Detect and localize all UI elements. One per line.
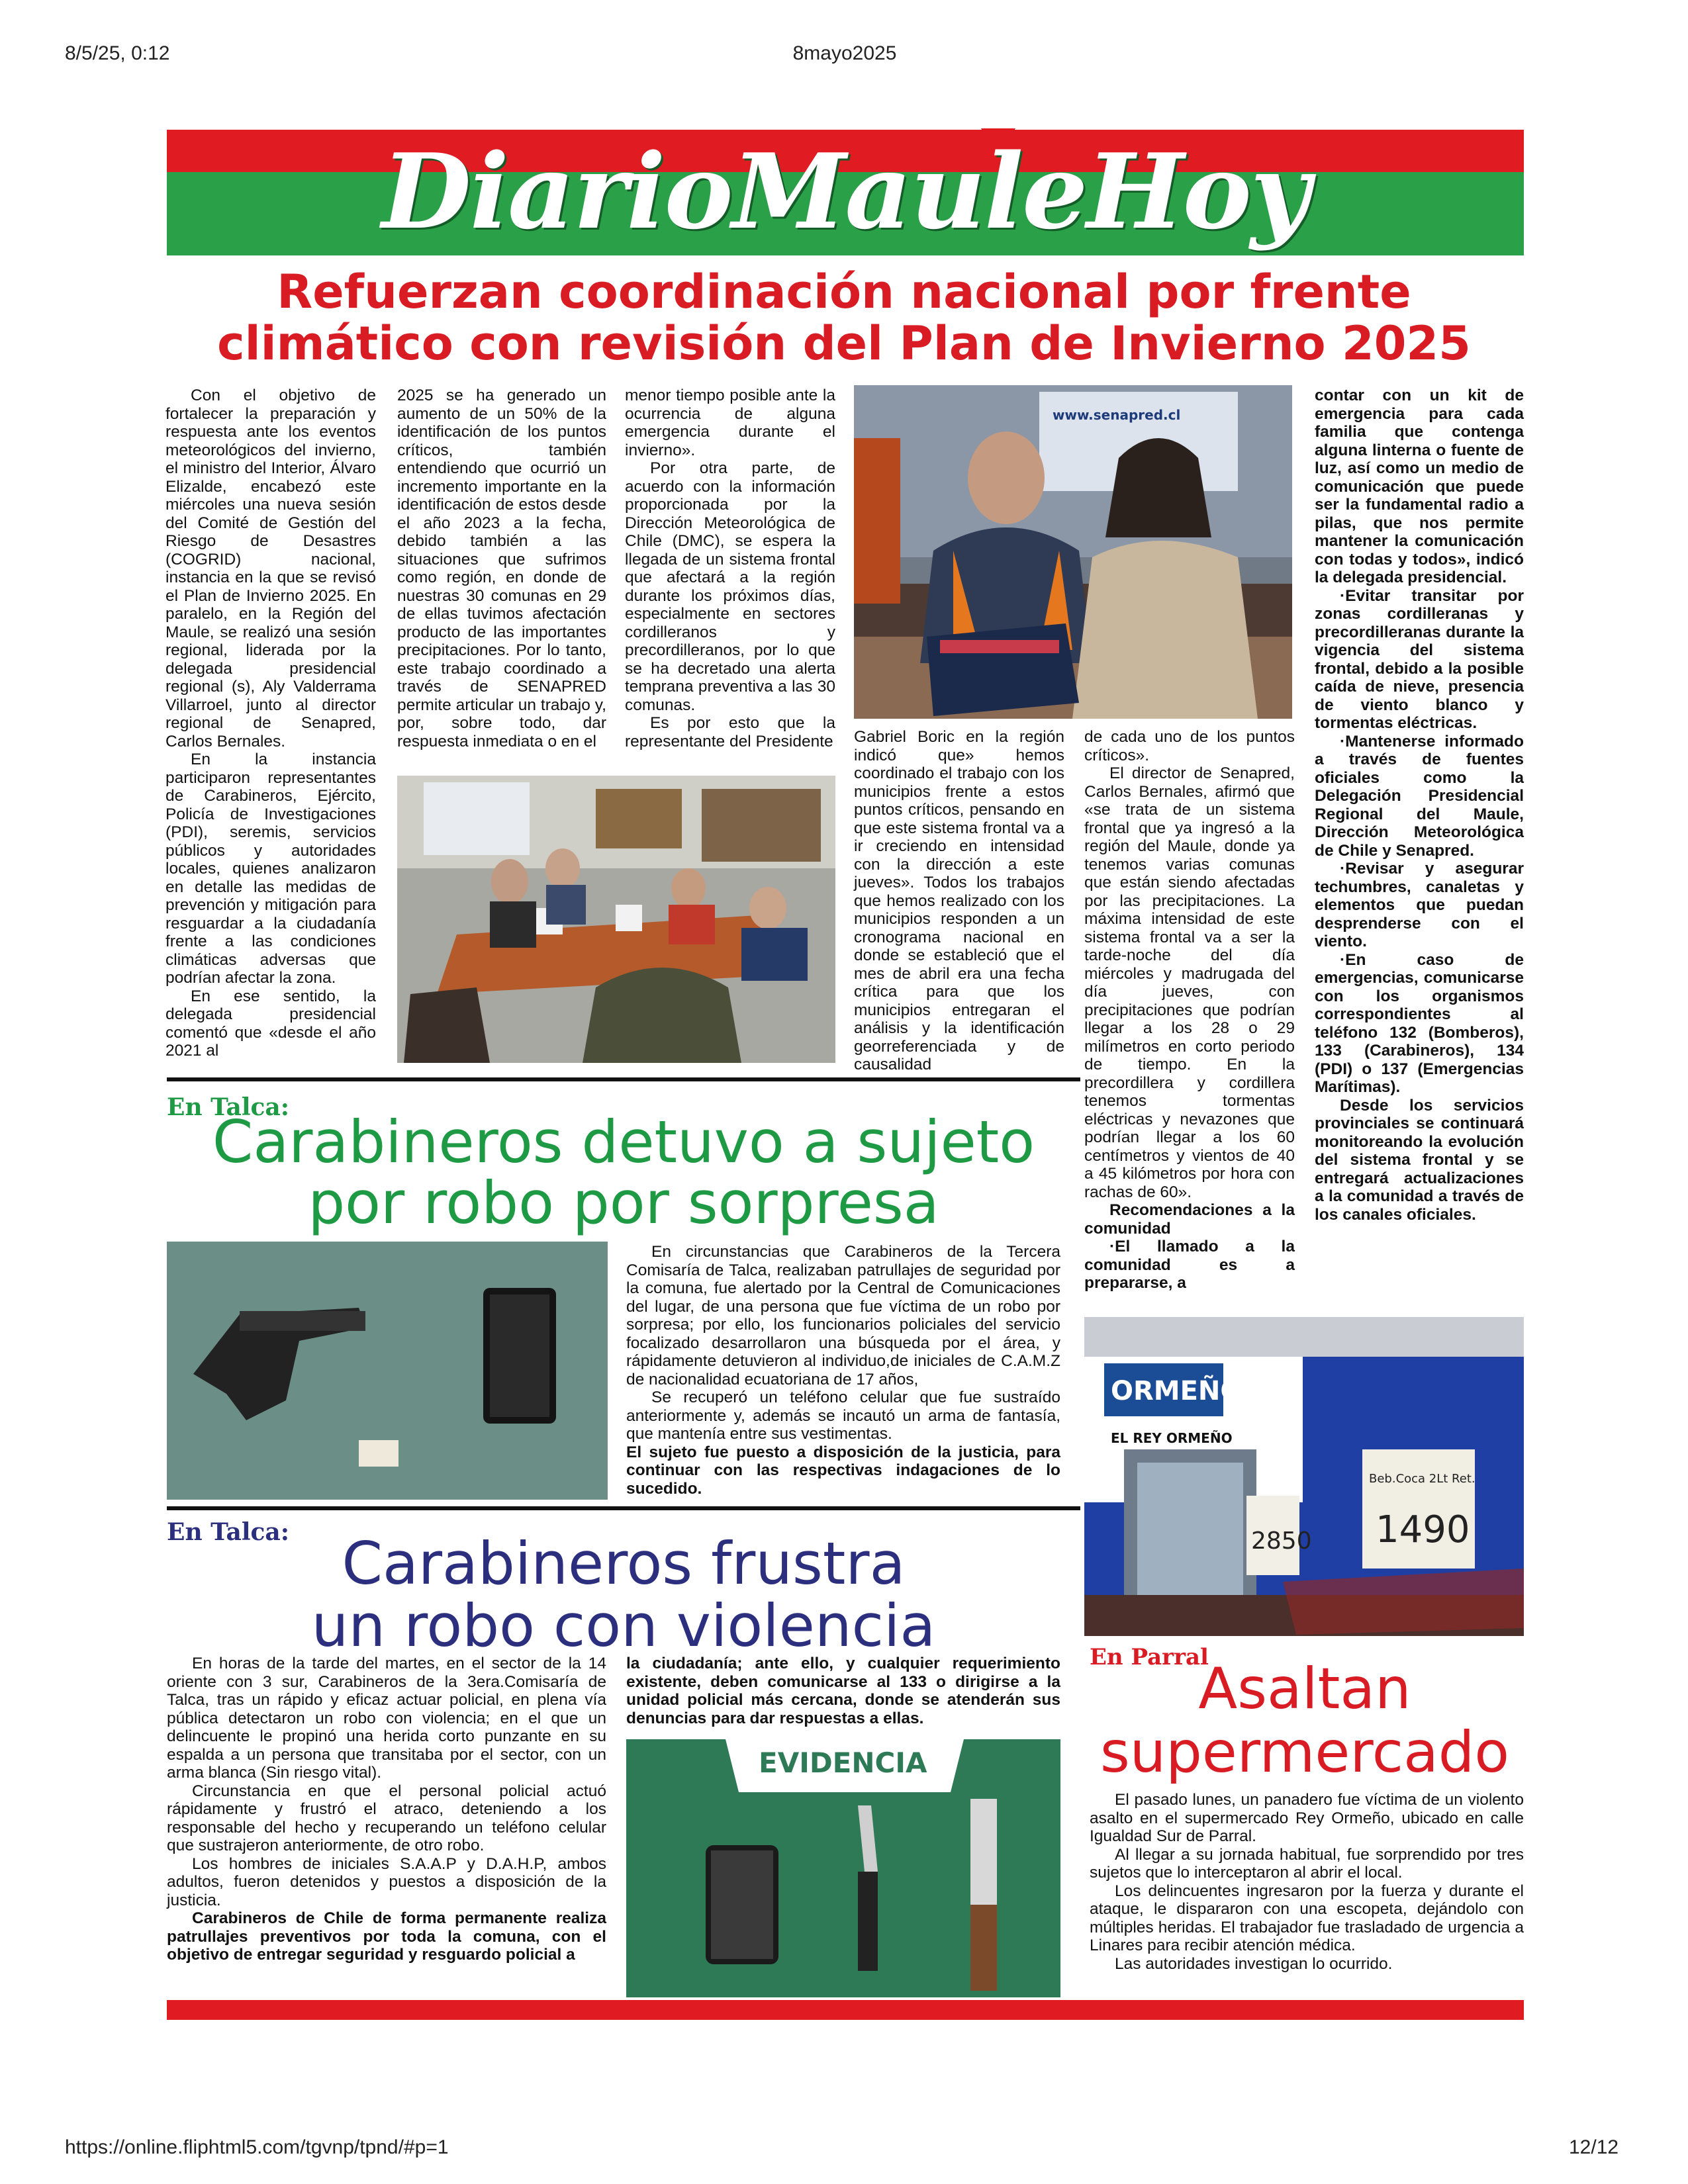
article4-store-sign: ORMEÑO [1111, 1376, 1243, 1406]
article1-col6-p2: ·Evitar transitar por zonas cordilleranas y precordilleranas durante la vigencia del sistema frontal, debido a la posible caída de nieve, presencia de viento blanco y tormentas eléctricas. [1315, 586, 1524, 732]
article1-column-6 [1315, 387, 1524, 1224]
article2-body [626, 1243, 1060, 1498]
footer-red-bar [167, 2000, 1524, 2020]
article4-p2: Al llegar a su jornada habitual, fue sorprendido por tres sujetos que lo interceptaron al abrir el local. [1090, 1845, 1524, 1882]
print-url[interactable]: https://online.fliphtml5.com/tgvnp/tpnd/#p=1 [65, 2136, 449, 2158]
article3-p1: En horas de la tarde del martes, en el sector de la 14 oriente con 3 sur, Carabineros de la 3era.Comisaría de Talca, tras un rápido y eficaz actuar policial, en plena vía pública detectaron un robo con violencia; en el que un delincuente le propinó una herida corto punzante en su espalda a un persona que transitaba por el sector, con un arma blanca (Sin riesgo vital). [167, 1655, 606, 1782]
article1-column-5 [1084, 728, 1295, 1293]
article1-col3-p1: menor tiempo posible ante la ocurrencia de alguna emergencia durante el invierno». [625, 387, 835, 459]
article1-col1-p3: En ese sentido, la delegada presidencial comentó que «desde el año 2021 al [165, 987, 376, 1060]
article4-kicker: En Parral [1090, 1644, 1209, 1670]
article1-column-1 [165, 387, 376, 1060]
divider-article2 [167, 1506, 1080, 1510]
article3-headline-line2: un robo con violencia [311, 1592, 936, 1660]
article4-price-sign-1: 2850 [1251, 1527, 1312, 1555]
article1-headline-line1: Refuerzan coordinación nacional por frente [277, 265, 1411, 319]
article3-bold: Carabineros de Chile de forma permanente realiza patrullajes preventivos por toda la comuna, con el objetivo de entregar seguridad y resguardo policial a [167, 1909, 606, 1964]
article3-photo-banner-text: EVIDENCIA [759, 1747, 927, 1779]
article4-headline [1086, 1657, 1524, 1784]
article1-col1-p2: En la instancia participaron representantes de Carabineros, Ejército, Policía de Investigaciones (PDI), seremis, servicios públicos y autoridades locales, quienes analizaron en detalle las medidas de prevención y mitigación para resguardar a la ciudadanía frente a las condiciones climáticas adversas que podrían afectar la zona. [165, 751, 376, 987]
article3-body [167, 1655, 606, 1964]
masthead-logo[interactable]: DiarioMauleHoy [381, 131, 1309, 252]
article4-photo-supermarket [1084, 1317, 1524, 1636]
article1-col4-p1: Gabriel Boric en la región indicó que» hemos coordinado el trabajo con los municipios frente a estos puntos críticos, pensando en que este sistema frontal va a ir creciendo en intensidad con la dirección a este jueves». Todos los trabajos que hemos realizado con los municipios responden a un cronograma nacional en donde se estableció que el mes de abril era una fecha crítica para que los municipios entregaran el análisis y la identificación georreferenciada y de causalidad [854, 728, 1064, 1073]
article2-bold: El sujeto fue puesto a disposición de la justicia, para continuar con las respectivas indagaciones de lo sucedido. [626, 1443, 1060, 1498]
article2-photo-evidence [167, 1242, 608, 1500]
article3-p2: Circunstancia en que el personal policial actuó rápidamente y frustró el atraco, deteniendo a los responsable del hecho y recuperando un teléfono celular que sustrajeron anteriormente, de otro robo. [167, 1782, 606, 1854]
article1-col1-p1: Con el objetivo de fortalecer la preparación y respuesta ante los eventos meteorológicos del invierno, el ministro del Interior, Álvaro Elizalde, encabezó este miércoles una nueva sesión del Comité de Gestión del Riesgo de Desastres (COGRID) nacional, instancia en la que se revisó el Plan de Invierno 2025. En paralelo, en la Región del Maule, se realizó una sesión regional, liderada por la delegada presidencial regional (s), Aly Valderrama Villarroel, junto al director regional de Senapred, Carlos Bernales. [165, 387, 376, 751]
article1-column-2 [397, 387, 606, 751]
article1-col5-subhead: Recomendaciones a la comunidad [1084, 1201, 1295, 1238]
article1-col3-p2: Por otra parte, de acuerdo con la información proporcionada por la Dirección Meteorológica de Chile (DMC), se espera la llegada de un sistema frontal que afectará a la región durante los próximos días, especialmente en sectores cordilleranos y precordilleranos, por lo que se ha decretado una alerta temprana preventiva a las 30 comunas. [625, 459, 835, 714]
article1-photo-banner-text: www.senapred.cl [1053, 407, 1181, 423]
article2-headline-line2: por robo por sorpresa [308, 1169, 939, 1237]
article1-col5-p2: El director de Senapred, Carlos Bernales, afirmó que «se trata de un sistema frontal que ya ingresó a la región del Maule, donde ya tenemos varias comunas que están siendo afectadas por las precipitaciones. La máxima intensidad de este sistema frontal va a ser la tarde-noche del día miércoles y madrugada del día jueves, con precipitaciones que podrían llegar a los 28 o 29 milímetros en corto periodo de tiempo. En la precordillera y cordillera tenemos tormentas eléctricas y nevazones que podrían llegar a los 60 centímetros y vientos de 40 a 45 kilómetros por hora con rachas de 60». [1084, 764, 1295, 1201]
article3-photo-evidence [626, 1739, 1060, 1997]
article1-headline [132, 266, 1556, 369]
article1-photo-meeting-room [397, 776, 835, 1063]
print-date: 8/5/25, 0:12 [65, 42, 170, 64]
article3-headline-line1: Carabineros frustra [342, 1529, 906, 1598]
article1-col6-p3: ·Mantenerse informado a través de fuentes oficiales como la Delegación Presidencial Regional del Maule, Dirección Meteorológica de Chile y Senapred. [1315, 732, 1524, 860]
article2-kicker: En Talca: [167, 1093, 290, 1121]
article1-col6-p4: ·Revisar y asegurar techumbres, canaletas y elementos que puedan desprenderse con el viento. [1315, 860, 1524, 950]
article4-body [1090, 1791, 1524, 1973]
article3-col2-bold: la ciudadanía; ante ello, y cualquier requerimiento existente, deben comunicarse al 133 o dirigirse a la unidad policial más cercana, donde se atenderán sus denuncias para dar respuestas a ellas. [626, 1655, 1060, 1727]
print-title: 8mayo2025 [792, 42, 897, 64]
masthead [167, 130, 1524, 255]
article1-col6-p1: contar con un kit de emergencia para cada familia que contenga alguna linterna o fuente de luz, así como un medio de comunicación que puede ser la fundamental radio a pilas, que nos permite mantener la comunicación con todas y todos», indicó la delegada presidencial. [1315, 387, 1524, 586]
article2-headline [167, 1108, 1080, 1237]
article4-price-sign-2-value: 1490 [1376, 1508, 1470, 1551]
article1-col2-p1: 2025 se ha generado un aumento de un 50% de la identificación de los puntos críticos, también entendiendo que ocurrió un incremento importante en la identificación de estos desde el año 2023 a la fecha, debido también a las situaciones que sufrimos como región, en donde de nuestras 30 comunas en 29 de ellas tuvimos afectación producto de las importantes precipitaciones. Por lo tanto, este trabajo coordinado a través de SENAPRED permite articular un trabajo y, por, sobre todo, dar respuesta inmediata o en el [397, 387, 606, 751]
article1-col5-tail: ·El llamado a la comunidad es a prepararse, a [1084, 1238, 1295, 1292]
article1-headline-line2: climático con revisión del Plan de Invierno 2025 [217, 316, 1471, 371]
article2-p1: En circunstancias que Carabineros de la Tercera Comisaría de Talca, realizaban patrullajes de seguridad por la comuna, fue alertado por la Central de Comunicaciones del lugar, de una persona que fue víctima de un robo por sorpresa; por ello, los funcionarios policiales del servicio focalizado desarrollaron una búsqueda por el área, y rápidamente detuvieron al individuo,de iniciales de C.A.M.Z de nacionalidad ecuatoriana de 17 años, [626, 1243, 1060, 1388]
article2-p2: Se recuperó un teléfono celular que fue sustraído anteriormente y, además se incautó un arma de fantasía, que mantenía entre sus vestimentas. [626, 1388, 1060, 1443]
article4-price-sign-2-label: Beb.Coca 2Lt Ret. [1369, 1472, 1476, 1486]
article1-col6-p6: Desde los servicios provinciales se continuará monitoreando la evolución del sistema frontal y se entregará actualizaciones a la comunidad a través de los canales oficiales. [1315, 1096, 1524, 1224]
article3-kicker: En Talca: [167, 1518, 290, 1546]
article4-headline-line2: supermercado [1100, 1719, 1509, 1786]
article4-p3: Los delincuentes ingresaron por la fuerza y durante el ataque, le dispararon con una escopeta, dejándolo con múltiples heridas. El trabajador fue trasladado de urgencia a Linares para recibir atención médica. [1090, 1882, 1524, 1954]
print-page-number: 12/12 [1569, 2136, 1619, 2158]
article4-headline-line1: Asaltan [1198, 1656, 1411, 1722]
article1-col5-p1: de cada uno de los puntos críticos». [1084, 728, 1295, 764]
article4-store-sub: EL REY ORMEÑO [1111, 1430, 1233, 1446]
article3-p3: Los hombres de iniciales S.A.A.P y D.A.H.P, ambos adultos, fueron detenidos y puestos a disposición de la justicia. [167, 1854, 606, 1909]
article4-p4: Las autoridades investigan lo ocurrido. [1115, 1954, 1393, 1973]
article1-column-4 [854, 728, 1064, 1074]
article1-col3-p3: Es por esto que la representante del Presidente [625, 714, 835, 751]
article1-photo-officials [854, 385, 1292, 719]
article4-p1: El pasado lunes, un panadero fue víctima de un violento asalto en el supermercado Rey Ormeño, ubicado en calle Igualdad Sur de Parral. [1090, 1791, 1524, 1845]
divider-article1 [167, 1077, 1080, 1081]
article2-headline-line1: Carabineros detuvo a sujeto [212, 1108, 1035, 1176]
article1-column-3 [625, 387, 835, 751]
article3-body-col2 [626, 1655, 1060, 1727]
article1-col6-p5: ·En caso de emergencias, comunicarse con los organismos correspondientes al teléfono 132 (Bomberos), 133 (Carabineros), 134 (PDI) o 137 (Emergencias Marítimas). [1315, 950, 1524, 1096]
